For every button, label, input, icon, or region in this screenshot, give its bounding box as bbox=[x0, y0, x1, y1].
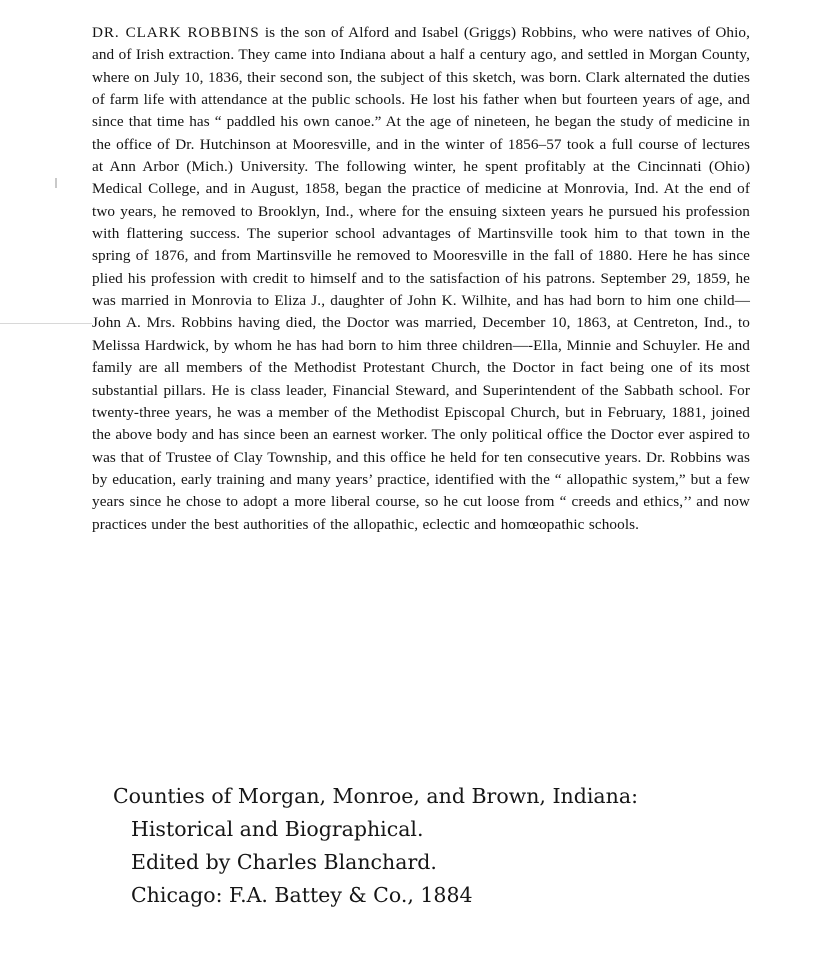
scan-artifact-line bbox=[0, 323, 92, 324]
biography-paragraph bbox=[92, 22, 750, 536]
biography-block bbox=[92, 22, 750, 536]
citation-line-publisher: Chicago: F.A. Battey & Co., 1884 bbox=[131, 883, 473, 907]
biography-body: is the son of Alford and Isabel (Griggs) Robbins, who were natives of Ohio, and of Irish extraction. They came into Indiana about a half a century ago, and settled in Morgan County, where on July 10, 1836, their second son, the subject of this sketch, was born. Clark alternated the duties of farm life with attendance at the public schools. He lost his father when but fourteen years of age, and since that time has “ paddled his own canoe.” At the age of nineteen, he began the study of medicine in the office of Dr. Hutchinson at Mooresville, and in the winter of 1856–57 took a full course of lectures at Ann Arbor (Mich.) University. The following winter, he spent profitably at the Cincinnati (Ohio) Medical College, and in August, 1858, began the practice of medicine at Monrovia, Ind. At the end of two years, he removed to Brooklyn, Ind., where for the ensuing sixteen years he pursued his profession with flattering success. The superior school advantages of Martinsville took him to that town in the spring of 1876, and from Martinsville he removed to Mooresville in the fall of 1880. Here he has since plied his profession with credit to himself and to the satisfaction of his patrons. September 29, 1859, he was married in Monrovia to Eliza J., daughter of John K. Wilhite, and has had born to him one child—John A. Mrs. Robbins having died, the Doctor was married, December 10, 1863, at Centreton, Ind., to Melissa Hardwick, by whom he has had born to him three children—-Ella, Minnie and Schuyler. He and family are all members of the Methodist Protestant Church, the Doctor in fact being one of its most substantial pillars. He is class leader, Financial Steward, and Superintendent of the Sabbath school. For twenty-three years, he was a member of the Methodist Episcopal Church, but in February, 1881, joined the above body and has since been an earnest worker. The only political office the Doctor ever aspired to was that of Trustee of Clay Township, and this office he held for ten consecutive years. Dr. Robbins was by education, early training and many years’ practice, identified with the “ allopathic system,” but a few years since he chose to adopt a more liberal course, so he cut loose from “ creeds and ethics,’’ and now practices under the best authorities of the allopathic, eclectic and homœopathic schools. bbox=[92, 24, 750, 533]
citation-line-title: Counties of Morgan, Monroe, and Brown, Indiana: bbox=[113, 784, 638, 808]
scan-artifact-mark bbox=[55, 178, 57, 188]
subject-name: DR. CLARK ROBBINS bbox=[92, 24, 260, 41]
citation-line-editor: Edited by Charles Blanchard. bbox=[131, 850, 437, 874]
citation-block bbox=[113, 780, 753, 912]
citation-line-subtitle: Historical and Biographical. bbox=[131, 817, 424, 841]
